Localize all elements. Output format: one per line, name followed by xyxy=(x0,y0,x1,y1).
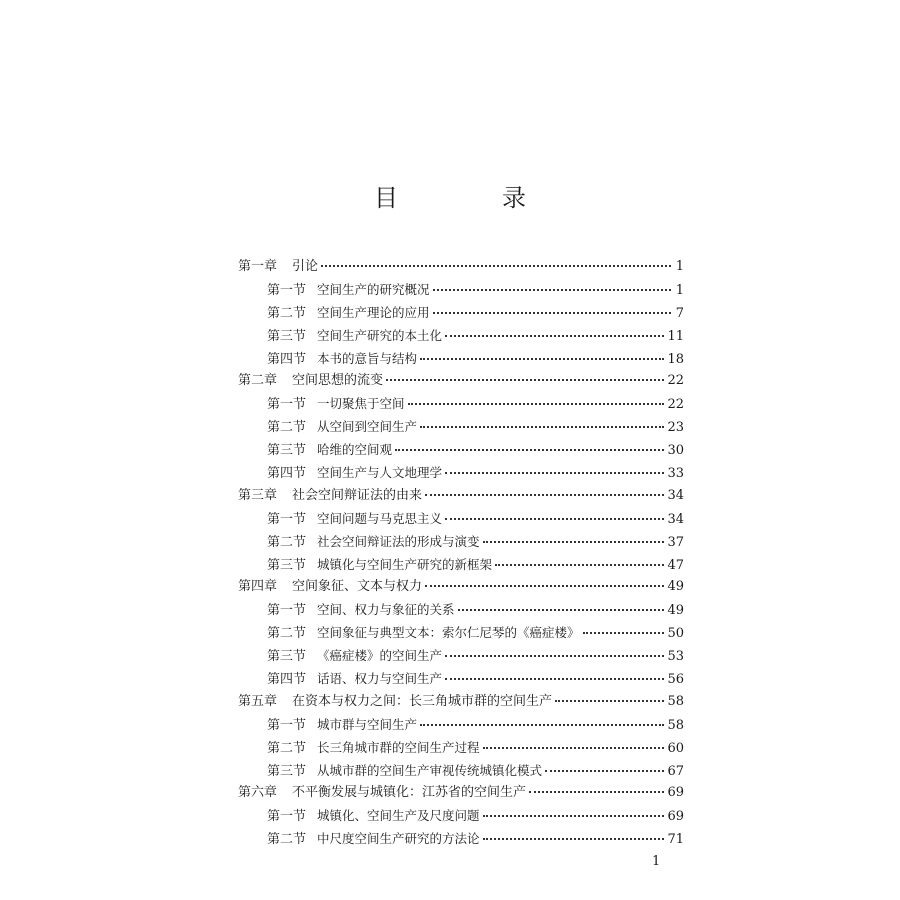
page-ref: 23 xyxy=(667,420,684,436)
section-title: 空间生产与人文地理学 xyxy=(317,465,443,481)
section-number: 第二节 xyxy=(267,534,307,550)
dot-leader xyxy=(420,426,664,428)
section-title: 哈维的空间观 xyxy=(317,442,393,458)
chapter-number: 第一章 xyxy=(238,259,278,274)
toc-section-entry xyxy=(238,325,684,348)
toc-section-entry xyxy=(238,508,684,531)
toc-section-entry xyxy=(238,554,684,577)
dot-leader xyxy=(425,585,664,587)
section-number: 第三节 xyxy=(267,649,307,665)
section-title: 城市群与空间生产 xyxy=(317,716,418,732)
section-number: 第一节 xyxy=(267,397,307,413)
toc-section-entry xyxy=(238,760,684,783)
section-number: 第二节 xyxy=(267,420,307,436)
section-number: 第三节 xyxy=(267,763,307,779)
toc-section-entry xyxy=(238,668,684,691)
table-of-contents xyxy=(238,256,684,851)
toc-section-entry xyxy=(238,416,684,439)
dot-leader xyxy=(483,815,665,817)
dot-leader xyxy=(433,312,671,314)
dot-leader xyxy=(321,265,671,267)
page-ref: 33 xyxy=(667,466,684,482)
dot-leader xyxy=(545,770,664,772)
page-ref: 1 xyxy=(675,259,684,274)
section-number: 第一节 xyxy=(267,282,307,298)
section-title: 城镇化与空间生产研究的新框架 xyxy=(317,556,493,572)
dot-leader xyxy=(495,564,664,566)
page-ref: 50 xyxy=(667,626,684,642)
chapter-title: 社会空间辩证法的由来 xyxy=(292,487,423,503)
page-ref: 22 xyxy=(667,397,684,413)
section-title: 一切聚焦于空间 xyxy=(317,396,405,412)
dot-leader xyxy=(445,655,664,657)
toc-section-entry xyxy=(238,599,684,622)
page-ref: 71 xyxy=(667,832,684,848)
section-title: 本书的意旨与结构 xyxy=(317,350,418,366)
section-number: 第三节 xyxy=(267,328,307,344)
page-ref: 34 xyxy=(667,487,684,503)
section-title: 长三角城市群的空间生产过程 xyxy=(317,739,480,755)
page-ref: 47 xyxy=(667,557,684,573)
dot-leader xyxy=(445,472,664,474)
page-ref: 22 xyxy=(667,373,684,389)
toc-section-entry xyxy=(238,302,684,325)
section-number: 第一节 xyxy=(267,717,307,733)
section-number: 第一节 xyxy=(267,603,307,619)
toc-chapter-entry xyxy=(238,782,684,805)
dot-leader xyxy=(445,518,664,520)
section-number: 第三节 xyxy=(267,557,307,573)
dot-leader xyxy=(483,541,665,543)
toc-section-entry xyxy=(238,622,684,645)
dot-leader xyxy=(386,379,664,381)
section-title: 城镇化、空间生产及尺度问题 xyxy=(317,808,480,824)
toc-chapter-entry xyxy=(238,370,684,393)
section-title: 空间生产研究的本土化 xyxy=(317,327,443,343)
chapter-number: 第二章 xyxy=(238,373,278,389)
section-title: 空间、权力与象征的关系 xyxy=(317,602,455,618)
toc-section-entry xyxy=(238,737,684,760)
toc-section-entry xyxy=(238,348,684,371)
dot-leader xyxy=(420,358,664,360)
chapter-title: 在资本与权力之间：长三角城市群的空间生产 xyxy=(292,693,553,709)
page-ref: 49 xyxy=(667,603,684,619)
section-title: 社会空间辩证法的形成与演变 xyxy=(317,533,480,549)
section-number: 第四节 xyxy=(267,351,307,367)
toc-chapter-entry xyxy=(238,691,684,714)
section-number: 第一节 xyxy=(267,511,307,527)
section-title: 话语、权力与空间生产 xyxy=(317,671,443,687)
page-ref: 49 xyxy=(667,579,684,595)
page-ref: 30 xyxy=(667,443,684,459)
chapter-number: 第六章 xyxy=(238,785,278,801)
page-ref: 56 xyxy=(667,672,684,688)
chapter-title: 空间思想的流变 xyxy=(292,373,384,389)
chapter-title: 不平衡发展与城镇化：江苏省的空间生产 xyxy=(292,785,527,801)
toc-section-entry xyxy=(238,439,684,462)
page-ref: 53 xyxy=(667,649,684,665)
page-ref: 11 xyxy=(667,328,684,344)
dot-leader xyxy=(483,838,665,840)
page-ref: 58 xyxy=(667,717,684,733)
section-number: 第四节 xyxy=(267,672,307,688)
section-title: 空间生产的研究概况 xyxy=(317,281,430,297)
chapter-number: 第五章 xyxy=(238,693,278,709)
section-number: 第二节 xyxy=(267,740,307,756)
section-number: 第三节 xyxy=(267,443,307,459)
dot-leader xyxy=(420,724,664,726)
toc-section-entry xyxy=(238,805,684,828)
dot-leader xyxy=(445,678,664,680)
chapter-number: 第三章 xyxy=(238,487,278,503)
toc-section-entry xyxy=(238,531,684,554)
page-ref: 67 xyxy=(667,763,684,779)
dot-leader xyxy=(483,747,665,749)
chapter-number: 第四章 xyxy=(238,579,278,595)
page-ref: 60 xyxy=(667,740,684,756)
dot-leader xyxy=(555,700,664,702)
toc-section-entry xyxy=(238,462,684,485)
page-ref: 7 xyxy=(675,305,684,321)
section-title: 中尺度空间生产研究的方法论 xyxy=(317,831,480,847)
dot-leader xyxy=(395,449,664,451)
toc-section-entry xyxy=(238,828,684,851)
toc-chapter-entry xyxy=(238,256,684,279)
dot-leader xyxy=(583,632,665,634)
section-number: 第一节 xyxy=(267,809,307,825)
section-title: 空间象征与典型文本：索尔仁尼琴的《癌症楼》 xyxy=(317,625,580,641)
section-title: 空间问题与马克思主义 xyxy=(317,510,443,526)
page-title: 目 录 xyxy=(374,184,566,212)
chapter-title: 引论 xyxy=(292,259,319,274)
toc-chapter-entry xyxy=(238,485,684,508)
page-ref: 69 xyxy=(667,785,684,801)
dot-leader xyxy=(425,494,664,496)
chapter-title: 空间象征、文本与权力 xyxy=(292,579,423,595)
page-ref: 58 xyxy=(667,693,684,709)
dot-leader xyxy=(458,609,665,611)
dot-leader xyxy=(529,791,664,793)
section-number: 第二节 xyxy=(267,626,307,642)
toc-section-entry xyxy=(238,279,684,302)
page-ref: 69 xyxy=(667,809,684,825)
page-ref: 1 xyxy=(675,282,684,298)
section-title: 从空间到空间生产 xyxy=(317,419,418,435)
dot-leader xyxy=(408,403,665,405)
section-number: 第二节 xyxy=(267,832,307,848)
toc-section-entry xyxy=(238,714,684,737)
section-title: 《癌症楼》的空间生产 xyxy=(317,648,443,664)
page-ref: 34 xyxy=(667,511,684,527)
page-ref: 18 xyxy=(667,351,684,367)
page-ref: 37 xyxy=(667,534,684,550)
toc-section-entry xyxy=(238,393,684,416)
section-number: 第四节 xyxy=(267,466,307,482)
toc-section-entry xyxy=(238,645,684,668)
dot-leader xyxy=(433,289,671,291)
toc-chapter-entry xyxy=(238,576,684,599)
section-number: 第二节 xyxy=(267,305,307,321)
section-title: 空间生产理论的应用 xyxy=(317,304,430,320)
section-title: 从城市群的空间生产审视传统城镇化模式 xyxy=(317,762,543,778)
dot-leader xyxy=(445,335,664,337)
page-number: 1 xyxy=(652,854,661,869)
